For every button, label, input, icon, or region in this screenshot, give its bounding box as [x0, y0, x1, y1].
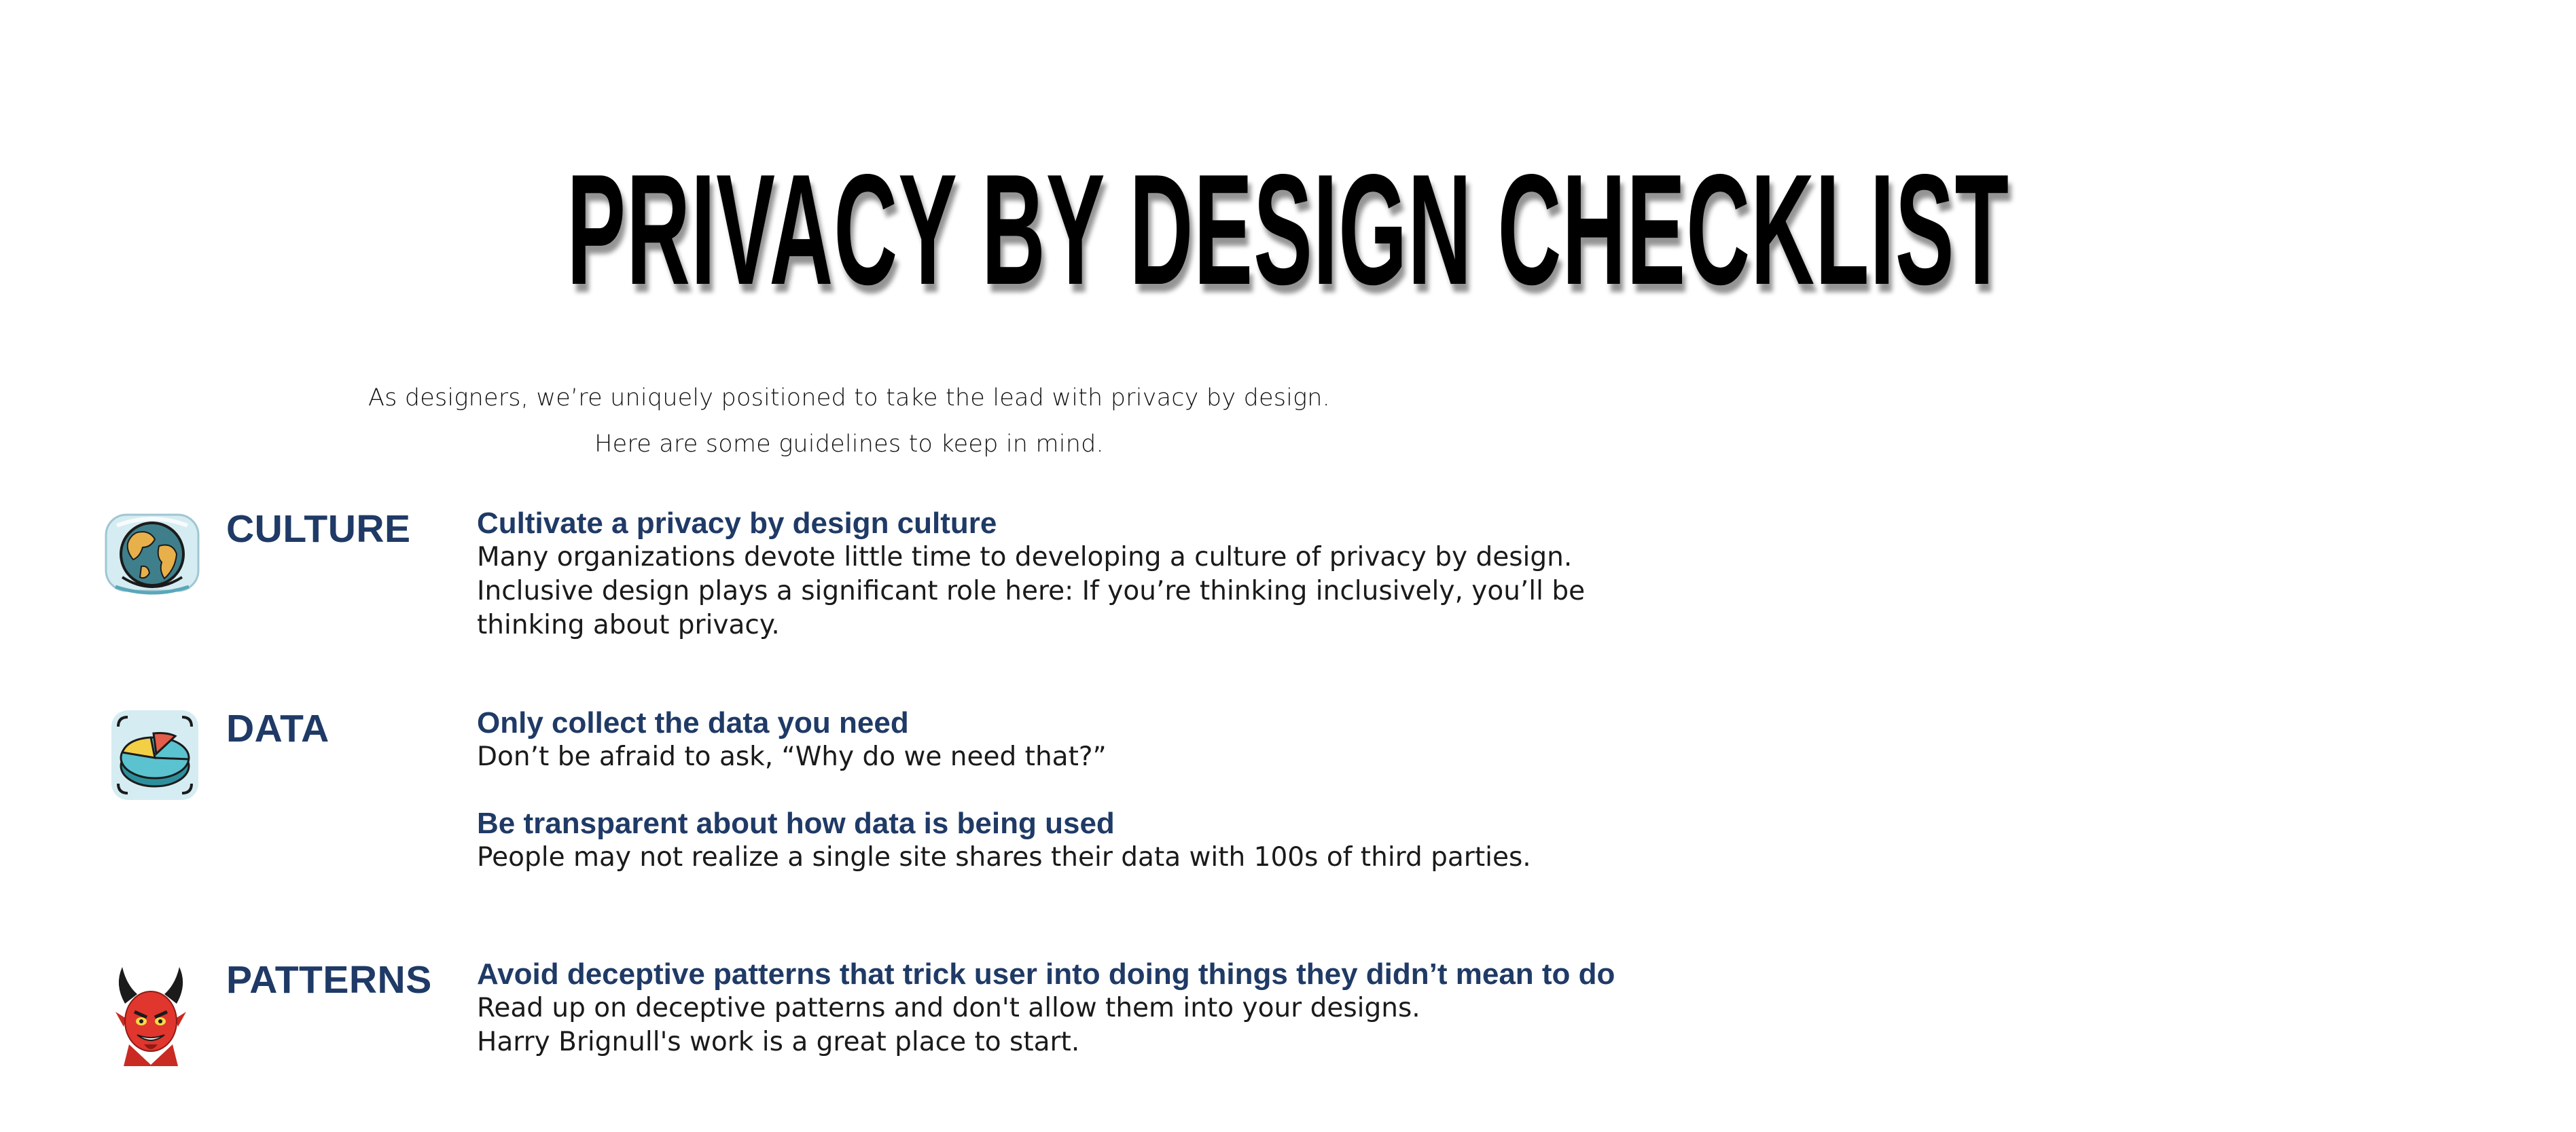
page-title: PRIVACY BY DESIGN CHECKLIST [567, 142, 2010, 318]
category-culture: CULTURE [226, 507, 411, 551]
item-heading: Only collect the data you need [477, 706, 909, 740]
category-patterns: PATTERNS [226, 958, 432, 1002]
item-body-line: Read up on deceptive patterns and don't allow them into your designs. [477, 993, 1420, 1023]
data-item-2 [477, 807, 1652, 875]
patterns-item-1 [477, 957, 1652, 1059]
intro-line-1: As designers, we’re uniquely positioned to take the lead with privacy by design. [368, 384, 1331, 412]
globe-icon [102, 512, 202, 596]
item-body-line: People may not realize a single site shares their data with 100s of third parties. [477, 842, 1531, 873]
item-heading: Be transparent about how data is being used [477, 807, 1115, 840]
item-heading: Cultivate a privacy by design culture [477, 507, 997, 540]
culture-item-1 [477, 507, 1652, 642]
devil-icon [110, 964, 192, 1066]
pie-chart-icon [109, 708, 201, 803]
item-body-line: Many organizations devote little time to developing a culture of privacy by design. [477, 542, 1573, 572]
item-heading: Avoid deceptive patterns that trick user into doing things they didn’t mean to do [477, 957, 1615, 991]
item-body-line: Don’t be afraid to ask, “Why do we need that?” [477, 742, 1107, 772]
item-body-line: thinking about privacy. [477, 610, 780, 640]
intro-line-2: Here are some guidelines to keep in mind. [594, 431, 1104, 458]
item-body-line: Inclusive design plays a significant role here: If you’re thinking inclusively, you’ll be [477, 576, 1586, 606]
item-body-line: Harry Brignull's work is a great place to start. [477, 1027, 1080, 1057]
category-data: DATA [226, 707, 329, 750]
data-item-1 [477, 706, 1652, 774]
